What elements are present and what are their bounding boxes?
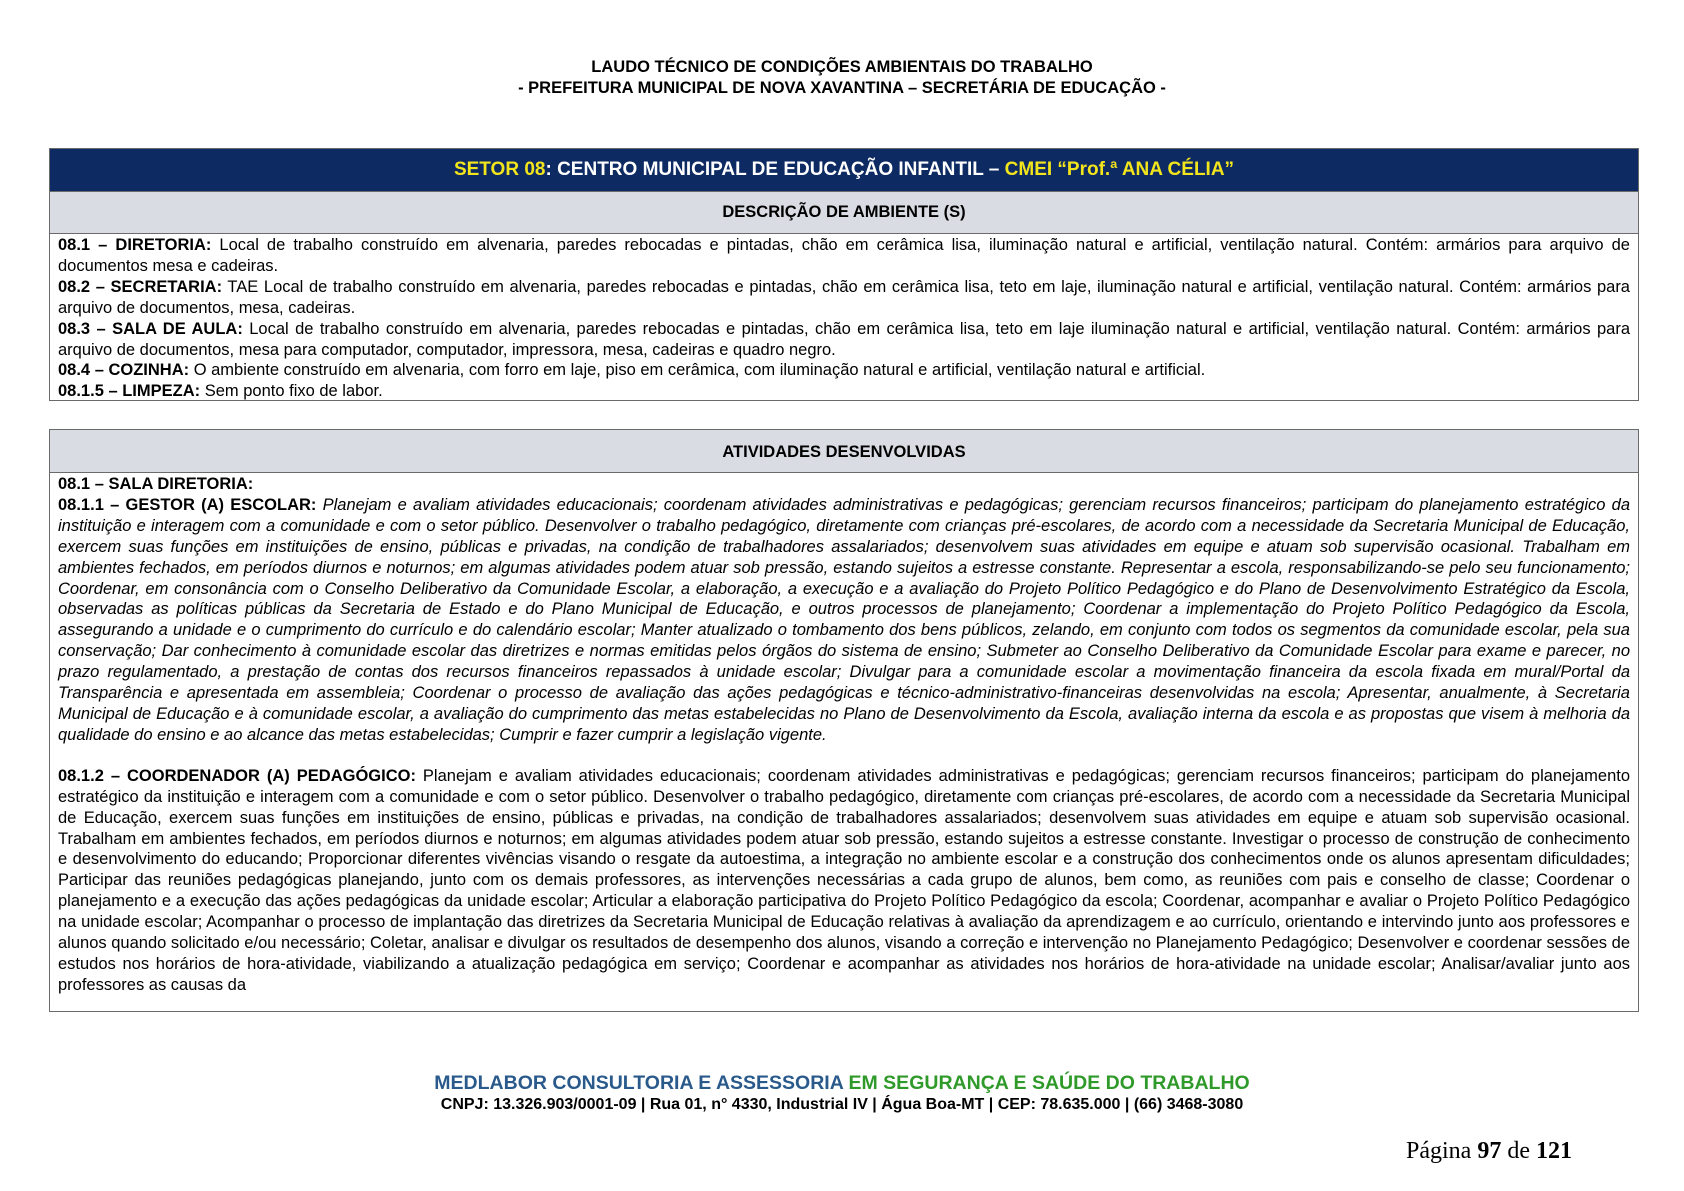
report-title: LAUDO TÉCNICO DE CONDIÇÕES AMBIENTAIS DO TRABALHO: [591, 58, 1093, 76]
coordenador-code: 08.1.2 – COORDENADOR (A) PEDAGÓGICO:: [58, 766, 416, 785]
page-middle: de: [1501, 1138, 1536, 1164]
ambiente-code: 08.1.5 – LIMPEZA:: [58, 382, 201, 401]
sector-title-bar: [50, 149, 1638, 192]
ambiente-item: [58, 235, 1630, 277]
ambiente-item: [58, 381, 1630, 402]
ambiente-code: 08.2 – SECRETARIA:: [58, 277, 223, 296]
ambiente-code: 08.1 – DIRETORIA:: [58, 236, 212, 254]
atividades-heading: ATIVIDADES DESENVOLVIDAS: [50, 430, 1638, 473]
report-subtitle: - PREFEITURA MUNICIPAL DE NOVA XAVANTINA – SECRETÁRIA DE EDUCAÇÃO -: [518, 79, 1166, 97]
coordenador-text: Planejam e avaliam atividades educacionais; coordenam atividades administrativas e pedagógicas; gerenciam recursos financeiros; participam do planejamento estratégico da instituição e interagem com a comunidade e com o setor público. Desenvolver o trabalho pedagógico, diretamente com crianças pré-escolares, de acordo com a necessidade da Secretaria Municipal de Educação, exercem suas funções em instituições de ensino, públicas e privadas, na condição de trabalhadores assalariados; desenvolvem suas atividades em equipe e atuam sob supervisão ocasional. Trabalham em ambientes fechados, em períodos diurnos e noturnos; em algumas atividades podem atuar sob pressão, estando sujeitos a estresse constante. Investigar o processo de construção de conhecimento e desenvolvimento do educando; Proporcionar diferentes vivências visando o resgate da autoestima, a integração no ambiente escolar e a construção dos conhecimentos onde os alunos apresentam dificuldades; Participar das reuniões pedagógicas planejando, junto com os demais professores, as intervenções necessárias a cada grupo de alunos, bem como, as reuniões com pais e conselho de classe; Coordenar o planejamento e a execução das ações pedagógicas da unidade escolar; Articular a elaboração participativa do Projeto Político Pedagógico da escola; Coordenar, acompanhar e avaliar o Projeto Político Pedagógico na unidade escolar; Acompanhar o processo de implantação das diretrizes da Secretaria Municipal de Educação relativas à avaliação da aprendizagem e ao currículo, orientando e intervindo junto aos professores e alunos quando solicitado e/ou necessário; Coletar, analisar e divulgar os resultados de desempenho dos alunos, visando a correção e intervenção no Planejamento Pedagógico; Desenvolver e coordenar sessões de estudos nos horários de hora-atividade, viabilizando a atualização pedagógica em serviço; Coordenar e acompanhar as atividades nos horários de hora-atividade na unidade escolar; Analisar/avaliar junto aos professores as causas da: [58, 766, 1631, 994]
ambiente-text: Sem ponto fixo de labor.: [200, 382, 383, 401]
gestor-text: Planejam e avaliam atividades educacionais; coordenam atividades administrativas e pedagógicas; gerenciam recursos financeiros; participam do planejamento estratégico da instituição e interagem com a comunidade e com o setor público. Desenvolver o trabalho pedagógico, diretamente com crianças pré-escolares, de acordo com a necessidade da Secretaria Municipal de Educação, exercem suas funções em instituições de ensino, públicas e privadas, na condição de trabalhadores assalariados; desenvolvem suas atividades em equipe e atuam sob supervisão ocasional. Trabalham em ambientes fechados, em períodos diurnos e noturnos; em algumas atividades podem atuar sob pressão, estando sujeitos a estresse constante. Representar a escola, responsabilizando-se pelo seu funcionamento; Coordenar, em consonância com o Conselho Deliberativo da Comunidade Escolar, a elaboração, a execução e a avaliação do Projeto Político Pedagógico e do Plano de Desenvolvimento Estratégico da Escola, observadas as políticas públicas da Secretaria de Estado e do Plano Municipal de Educação, e outros processos de planejamento; Coordenar a implementação do Projeto Político Pedagógico da Escola, assegurando a unidade e o cumprimento do currículo e do calendário escolar; Manter atualizado o tombamento dos bens públicos, zelando, em conjunto com todos os segmentos da comunidade escolar, pela sua conservação; Dar conhecimento à comunidade escolar das diretrizes e normas emitidas pelos órgãos do sistema de ensino; Submeter ao Conselho Deliberativo da Comunidade Escolar para exame e parecer, no prazo regulamentado, a prestação de contas dos recursos financeiros repassados à unidade escolar; Divulgar para a comunidade escolar a movimentação financeira da escola fixada em mural/Portal da Transparência e apresentada em assembleia; Coordenar o processo de avaliação das ações pedagógicas e técnico-administrativo-financeiras desenvolvidas na escola; Apresentar, anualmente, à Secretaria Municipal de Educação e à comunidade escolar, a avaliação do cumprimento das metas estabelecidas no Plano de Desenvolvimento da Escola, avaliação interna da escola e as propostas que visem à melhoria da qualidade do ensino e ao alcance das metas estabelecidas; Cumprir e fazer cumprir a legislação vigente.: [58, 495, 1630, 744]
ambiente-item: [58, 277, 1630, 319]
ambiente-text: Local de trabalho construído em alvenaria, paredes rebocadas e pintadas, chão em cerâmica lisa, teto em laje iluminação natural e artificial, ventilação natural. Contém: armários para arquivo de documentos, mesa para computador, computador, impressora, mesa, cadeiras e quadro negro.: [58, 319, 1630, 359]
footer-company: MEDLABOR CONSULTORIA E ASSESSORIA: [434, 1072, 844, 1094]
gestor-paragraph: [58, 495, 1630, 746]
page-prefix: Página: [1406, 1138, 1478, 1164]
atividades-body: [50, 473, 1638, 996]
page-current: 97: [1477, 1138, 1502, 1164]
sector-name: : CENTRO MUNICIPAL DE EDUCAÇÃO INFANTIL –: [545, 159, 1005, 180]
ambiente-code: 08.4 – COZINHA:: [58, 361, 190, 380]
ambiente-text: Local de trabalho construído em alvenaria, paredes rebocadas e pintadas, chão em cerâmica lisa, iluminação natural e artificial, ventilação natural. Contém: armários para arquivo de documentos mesa e cadeiras.: [58, 236, 1630, 275]
ambientes-table: [49, 148, 1639, 401]
gestor-code: 08.1.1 – GESTOR (A) ESCOLAR:: [58, 495, 317, 514]
paragraph-gap: [58, 746, 1630, 766]
ambiente-item: [58, 319, 1630, 361]
sector-unit: CMEI “Prof.ª ANA CÉLIA”: [1004, 159, 1235, 180]
footer-details: CNPJ: 13.326.903/0001-09 | Rua 01, n° 4330, Industrial IV | Água Boa-MT | CEP: 78.635.000 | (66) 3468-3080: [440, 1096, 1244, 1113]
ambiente-text: TAE Local de trabalho construído em alvenaria, paredes rebocadas e pintadas, chão em cerâmica lisa, teto em laje, iluminação natural e artificial, ventilação natural. Contém: armários para arquivo de documentos, mesa, cadeiras.: [58, 277, 1630, 317]
page-number: [1406, 1138, 1572, 1165]
footer-tagline: EM SEGURANÇA E SAÚDE DO TRABALHO: [843, 1072, 1250, 1094]
ambientes-heading: DESCRIÇÃO DE AMBIENTE (S): [50, 192, 1638, 234]
ambiente-item: [58, 360, 1630, 381]
footer-company-line: [0, 1072, 1684, 1095]
ambiente-code: 08.3 – SALA DE AULA:: [58, 319, 243, 338]
page-total: 121: [1536, 1138, 1572, 1164]
atividades-subheading: 08.1 – SALA DIRETORIA:: [58, 475, 254, 493]
ambientes-list: [50, 234, 1638, 402]
sector-label: SETOR 08: [453, 159, 546, 180]
atividades-table: [49, 429, 1639, 1012]
ambiente-text: O ambiente construído em alvenaria, com forro em laje, piso em cerâmica, com iluminação natural e artificial, ventilação natural e artificial.: [189, 361, 1206, 380]
coordenador-paragraph: [58, 766, 1630, 996]
